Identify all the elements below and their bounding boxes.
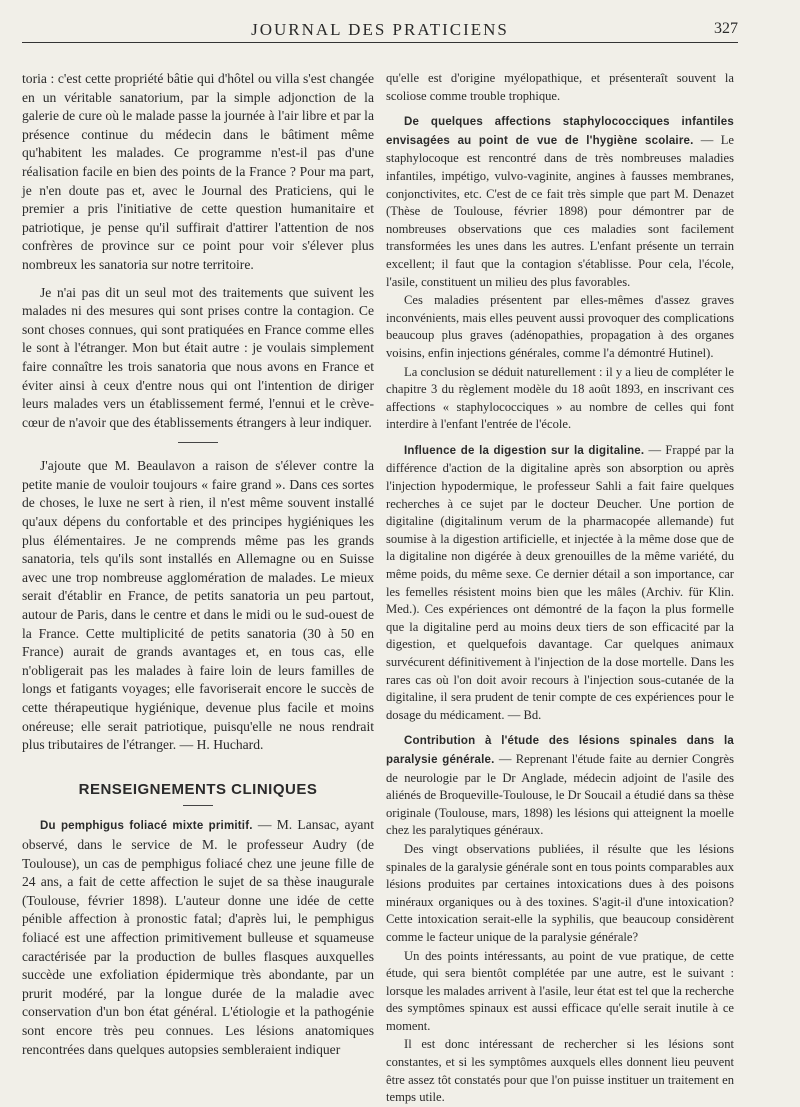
article-text: — M. Lansac, ayant observé, dans le service de M. le professeur Audry (de Toulouse), un cas de pemphigus foliacé chez une jeune fille de 24 ans, a fait de cette affection le sujet de sa thèse inaugurale (Toulouse, février 1898). L'auteur donne une idée de cette pénible affection à pronostic fatal; d'après lui, le pemphigus foliacé est une affection primitivement bulleuse et squameuse caractérisée par la production de bulles flasques auxquelles succède une exfoliation épidermique très abondante, par un prurit modéré, par la longue durée de la maladie avec conservation d'un bon état général. L'étiologie et la pathogénie sont encore très peu connues. Les lésions anatomiques rencontrées dans quelques autopsies sembleraient indiquer [22,817,374,1057]
article-pemphigus [22,816,374,1059]
paragraph: Il est donc intéressant de rechercher si les lésions sont constantes, et si les symptômes auxquels elles donnent lieu peuvent être assez tôt constatés pour que l'on puisse instituer un traitement en temps utile. [386,1037,734,1105]
paragraph: Ces maladies présentent par elles-mêmes d'assez graves inconvénients, mais elles peuvent aussi provoquer des complications beaucoup plus graves (adénopathies, propagation à des organes voisins, enfin injections générales, comme l'a démontré Hutinel). [386,293,734,360]
separator-rule [183,805,213,806]
article-lead: Du pemphigus foliacé mixte primitif. [40,820,253,833]
paragraph: qu'elle est d'origine myélopathique, et présenteraît souvent la scoliose comme trouble trophique. [386,71,734,103]
article-lead: Influence de la digestion sur la digitaline. [404,444,645,457]
paragraph: toria : c'est cette propriété bâtie qui d'hôtel ou villa s'est changée en un véritable sanatorium, par la simple adjonction de la galerie de cure où le malade passe la journée à l'air libre et par la présence continue du médecin dans le bâtiment même qu'habitent les malades. Ce programme n'est-il pas d'une réalisation facile en bien des points de la France ? Pour ma part, je n'en doute pas et, avec le Journal des Praticiens, qui le premier a pris l'initiative de cette question humanitaire et patriotique, je pense qu'il suffirait d'attirer l'attention de nos confrères de province sur ce point pour voir s'élever plus nombreux les sanatoria sur notre territoire. [22,71,374,272]
left-column [22,70,374,1059]
article-lead: De quelques affections staphylococciques infantiles envisagées au point de vue de l'hygiène scolaire. [386,116,734,147]
paragraph: Je n'ai pas dit un seul mot des traitements que suivent les malades ni des mesures qui sont prises contre la contagion. Ce sont choses connues, qui sont pratiquées en France comme elles le sont à l'étranger. Mon but était autre : je voulais simplement faire connaître les trois sanatoria que nous avons en France et éviter ainsi à ceux d'entre nous qui ont l'intention de diriger leurs malades vers un établissement fermé, l'ennui et le crève-cœur de n'avoir que des établissements étrangers à leur indiquer. [22,284,374,430]
article-staphylococcus [386,113,734,291]
article-spinal-lesions [386,732,734,840]
page-header [22,14,738,43]
paragraph: J'ajoute que M. Beaulavon a raison de s'élever contre la petite manie de vouloir toujours « faire grand ». Dans ces sortes de choses, le luxe ne sert à rien, il n'est même souvent installé qu'aux dépens du confortable et des principes hygiéniques les plus élémentaires. Je ne comprends même pas les grands sanatoria, tels qu'ils sont installés en Allemagne ou en Suisse avec une trop nombreuse agglomération de malades. Le mieux serait d'établir en France, de petits sanatoria un peu partout, autour de Paris, dans le centre et dans le midi ou le sud-ouest de la France. Cette multiplicité de petits sanatoria (30 à 50 en France) aurait de grands avantages et, en tous cas, elle n'obligerait pas les malades à faire loin de leurs familles de longs et fatigants voyages; elle favoriserait encore le succès de cette thérapeutique hygiénique, devenue plus facile et moins onéreuse; elle serait patriotique, puisqu'elle ne nous rendrait plus tributaires de l'étranger. — H. Huchard. [22,458,374,753]
page-number: 327 [714,20,738,37]
article-text: — Le staphylocoque est rencontré dans de très nombreuses maladies infantiles, impétigo, vulvo-vaginite, angines à fausses membranes, conjonctivites, etc. C'est de ce fait très simple que part M. Denazet (Thèse de Toulouse, février 1898) pour démontrer par de nombreuses observations que ces maladies sont facilement transformées les unes dans les autres. L'enfant présente un terrain excellent; il faut que la contagion s'établisse. Pour cela, l'école, l'asile, constituent un milieu des plus favorables. [386,132,734,289]
separator-rule [178,442,218,443]
article-text: — Reprenant l'étude faite au dernier Congrès de neurologie par le Dr Anglade, médecin adjoint de l'asile des aliénés de Broqueville-Toulouse, le Dr Soucail a étudié dans sa thèse originale (Toulouse, mars, 1898) les lésions qui atteignent la moelle chez les paralytiques généraux. [386,751,734,838]
article-lead: Contribution à l'étude des lésions spinales dans la paralysie générale. [386,735,734,766]
paragraph: Des vingt observations publiées, il résulte que les lésions spinales de la garalysie générale sont en tous points comparables aux lésions produites par certaines intoxications dues à des poisons minéraux organiques ou à des toxines. S'agit-il d'une intoxication? Cette intoxication serait-elle la syphilis, que beaucoup considèrent comme le facteur unique de la paralysie générale? [386,841,734,944]
article-digitaline [386,442,734,725]
section-title: RENSEIGNEMENTS CLINIQUES [78,780,318,798]
right-column [386,70,734,1107]
journal-title: JOURNAL DES PRATICIENS [251,20,509,39]
article-text: — Frappé par la différence d'action de la digitaline après son absorption ou après l'injection hypodermique, le professeur Sahli a fait faire quelques recherches à ce sujet par le docteur Deucher. Une portion de digitaline (digitalinum verum de la pharmacopée allemande) fut soumise à la digestion artificielle, et injectée à la même dose que de la digitaline non digérée à deux grenouilles de la même variété, du même poids, du même sexe. Ce dernier détail a son importance, car les femelles résistent moins bien que les mâles (Archiv. für Klin. Med.). Ces expériences ont démontré de la façon la plus formelle que la digitaline perd au moins deux tiers de son efficacité par la digestion, et quelquefois davantage. Car quelques animaux survécurent définitivement à l'injection de la dose mortelle. Dans les rares cas où l'on doit avoir recours à l'injection sous-cutanée de la digitaline, il sera prudent de tenir compte de ces expériences pour le dosage du médicament. — Bd. [386,442,734,722]
paragraph: Un des points intéressants, au point de vue pratique, de cette étude, qui sera bientôt complétée par une autre, est le suivant : lorsque les malades arrivent à l'asile, leur état est tel que la recherche des symptômes spinaux est aussi efficace qu'elle serait inutile à ce moment. [386,948,734,1033]
paragraph: La conclusion se déduit naturellement : il y a lieu de compléter le chapitre 3 du règlement modèle du 18 août 1893, en inscrivant ces affections « staphylococciques » au nombre de celles qui font interdire à l'enfant l'entrée de l'école. [386,364,734,432]
